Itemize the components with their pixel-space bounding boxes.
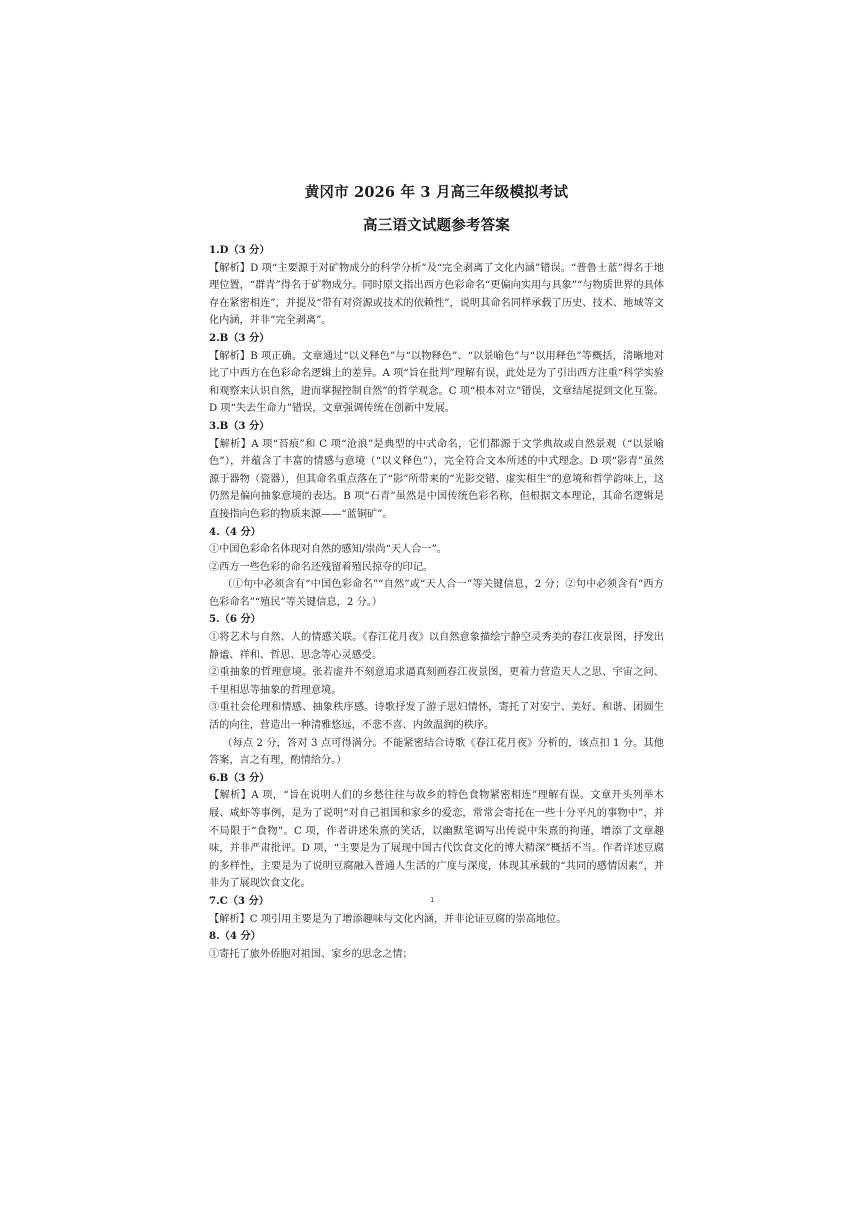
exam-title: 黄冈市 2026 年 3 月高三年级模拟考试 xyxy=(304,184,569,201)
answer-paragraph: （①句中必须含有“中国色彩命名”“自然”或“天人合一”等关键信息，2 分；②句中必须含有“西方色彩命名”“殖民”等关键信息，2 分。） xyxy=(209,579,664,608)
answer-paragraph: ①寄托了旅外侨胞对祖国、家乡的思念之情； xyxy=(209,948,413,960)
question-heading: 7.C（3 分） xyxy=(209,894,269,907)
answer-paragraph: 【解析】D 项“主要源于对矿物成分的科学分析”及“完全剥离了文化内涵”错误。“普鲁士蓝”得名于地理位置，“群青”得名于矿物成分。同时原文指出西方色彩命名“更偏向实用与具象”“与物质世界的具体存在紧密相连”，并提及“带有对资源或技术的依赖性”，说明其命名同样承载了历史、技术、地域等文化内涵，并非“完全剥离”。 xyxy=(209,262,664,327)
answer-paragraph: ①将艺术与自然、人的情感关联。《春江花月夜》以自然意象描绘宁静空灵秀美的春江夜景图，抒发出静谧、祥和、哲思、思念等心灵感受。 xyxy=(209,632,664,661)
answer-paragraph: 【解析】B 项正确。文章通过“以义释色”与“以物释色”、“以景喻色”与“以用释色”等概括，清晰地对比了中西方在色彩命名逻辑上的差异。A 项“旨在批判”理解有误，此处是为了引出西方注重“科学实验和观察来认识自然，进而掌握控制自然”的哲学观念。C 项“根本对立”错误，文章结尾提到文化互鉴。D 项“失去生命力”错误，文章强调传统在创新中发展。 xyxy=(209,350,664,415)
answer-paragraph: ②重抽象的哲理意境。张若虚并不刻意追求逼真刻画春江夜景图，更着力营造天人之思、宇宙之问、千里相思等抽象的哲理意境。 xyxy=(209,667,664,696)
question-heading: 4.（4 分） xyxy=(209,525,261,538)
question-heading: 8.（4 分） xyxy=(209,930,261,943)
answer-paragraph: 【解析】A 项，“旨在说明人们的乡愁往往与故乡的特色食物紧密相连”理解有误。文章开头列举木屐、咸虾等事例，是为了说明“对自己祖国和家乡的爱恋，常常会寄托在一些十分平凡的事物中”，并不局限于“食物”。C 项，作者讲述朱熹的笑话，以幽默笔调写出传说中朱熹的拘谨，增添了文章趣味，并非严肃批评。D 项，“主要是为了展现中国古代饮食文化的博大精深”概括不当。作者详述豆腐的多样性，主要是为了说明豆腐融入普通人生活的广度与深度，体现其承载的“共同的感情因素”，并非为了展现饮食文化。 xyxy=(209,790,664,890)
answer-paragraph: ②西方一些色彩的命名还残留着殖民掠夺的印记。 xyxy=(209,561,434,573)
question-heading: 3.B（3 分） xyxy=(209,419,270,432)
question-heading: 6.B（3 分） xyxy=(209,771,270,784)
question-heading: 5.（6 分） xyxy=(209,613,261,626)
answer-paragraph: 【解析】C 项引用主要是为了增添趣味与文化内涵，并非论证豆腐的崇高地位。 xyxy=(209,913,567,925)
answer-content xyxy=(209,242,664,963)
answer-paragraph: ③重社会伦理和情感、抽象秩序感。诗歌抒发了游子思妇情怀，寄托了对安宁、美好、和谐、团圆生活的向往，营造出一种清雅悠远，不悲不喜、内敛温润的秩序。 xyxy=(209,702,664,732)
question-heading: 1.D（3 分） xyxy=(209,244,270,256)
document-subtitle: 高三语文试题参考答案 xyxy=(363,217,510,234)
question-heading: 2.B（3 分） xyxy=(209,331,270,344)
answer-paragraph: 【解析】A 项“苔痕”和 C 项“沧浪”是典型的中式命名，它们都源于文学典故或自然景观（“以景喻色”），并蕴含了丰富的情感与意境（“以义释色”），完全符合文本所述的中式理念。D 项“影青”虽然源于器物（瓷器），但其命名重点落在了“影”所带来的“光影交错、虚实相生”的意境和哲学韵味上，这仍然是偏向抽象意境的表达。B 项“石青”虽然是中国传统色彩名称，但根据文本理论，其命名逻辑是直接指向色彩的物质来源——“蓝铜矿”。 xyxy=(209,438,664,520)
answer-paragraph: ①中国色彩命名体现对自然的感知/崇尚“天人合一”。 xyxy=(209,544,447,556)
answer-document xyxy=(209,183,664,963)
page-number: 1 xyxy=(430,896,435,904)
answer-paragraph: （每点 2 分，答对 3 点可得满分。不能紧密结合诗歌《春江花月夜》分析的，该点扣 1 分。其他答案，言之有理，酌情给分。） xyxy=(209,737,664,767)
